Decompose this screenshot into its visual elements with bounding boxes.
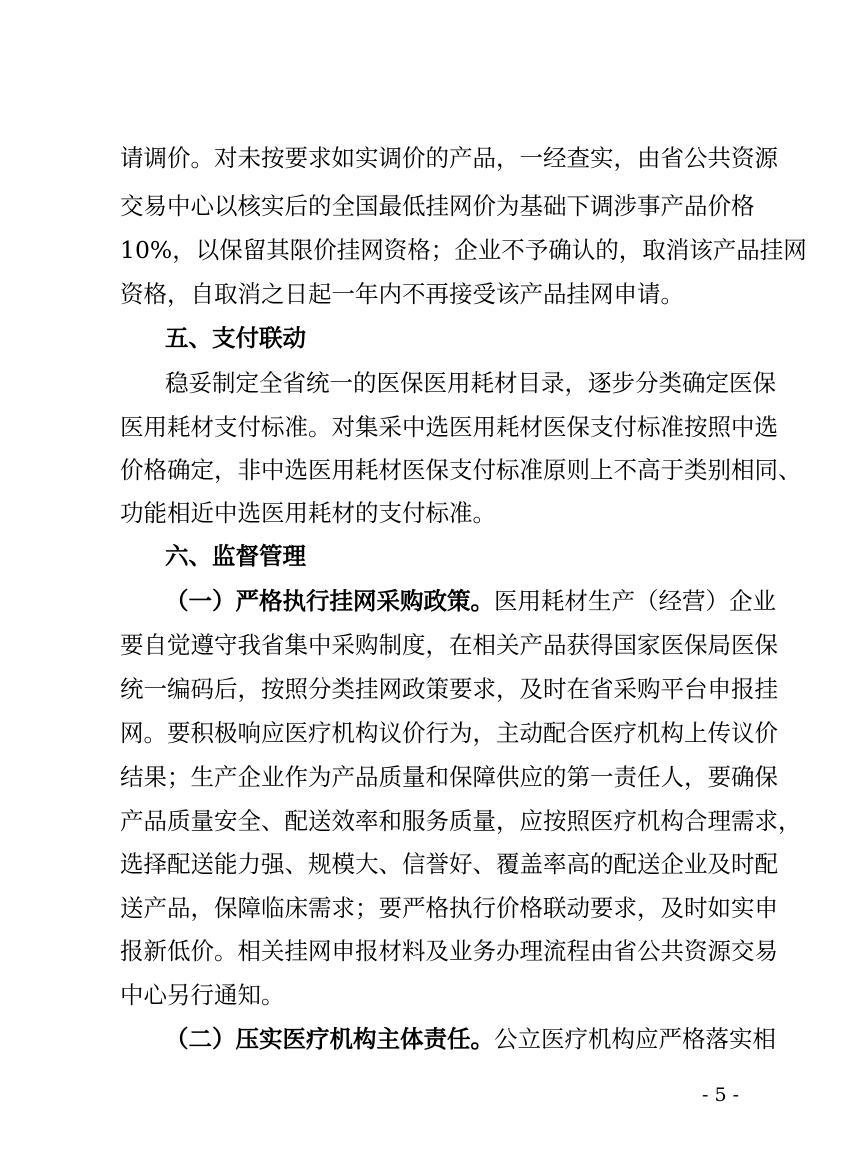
paragraph-line: 网。要积极响应医疗机构议价行为，主动配合医疗机构上传议价 — [120, 719, 778, 747]
paragraph-line: 功能相近中选医用耗材的支付标准。 — [120, 499, 496, 527]
paragraph-line: 稳妥制定全省统一的医保医用耗材目录，逐步分类确定医保 — [165, 369, 776, 397]
bold-lead-item-1: （一）严格执行挂网采购政策。 — [165, 587, 494, 615]
paragraph-line: 医用耗材支付标准。对集采中选医用耗材医保支付标准按照中选 — [120, 413, 778, 441]
section-heading-5: 五、支付联动 — [165, 324, 306, 352]
paragraph-line: 统一编码后，按照分类挂网政策要求，及时在省采购平台申报挂 — [120, 675, 778, 703]
paragraph-line: 资格，自取消之日起一年内不再接受该产品挂网申请。 — [120, 280, 684, 308]
paragraph-line: 要自觉遵守我省集中采购制度，在相关产品获得国家医保局医保 — [120, 631, 778, 659]
paragraph-line — [165, 1024, 776, 1054]
paragraph-line: 价格确定，非中选医用耗材医保支付标准原则上不高于类别相同、 — [120, 456, 802, 484]
section-heading-6: 六、监督管理 — [165, 542, 306, 570]
paragraph-line: 10%，以保留其限价挂网资格；企业不予确认的，取消该产品挂网 — [120, 236, 807, 264]
paragraph-line: 产品质量安全、配送效率和服务质量，应按照医疗机构合理需求， — [120, 807, 802, 835]
paragraph-line: 中心另行通知。 — [120, 981, 285, 1009]
paragraph-line: 结果；生产企业作为产品质量和保障供应的第一责任人，要确保 — [120, 763, 778, 791]
paragraph-line: 选择配送能力强、规模大、信誉好、覆盖率高的配送企业及时配 — [120, 850, 778, 878]
paragraph-line: 送产品，保障临床需求；要严格执行价格联动要求，及时如实申 — [120, 894, 778, 922]
page-number: - 5 - — [702, 1084, 740, 1106]
paragraph-line: 报新低价。相关挂网申报材料及业务办理流程由省公共资源交易 — [120, 937, 778, 965]
paragraph-text: 医用耗材生产（经营）企业 — [494, 587, 776, 615]
paragraph-text: 公立医疗机构应严格落实相 — [494, 1025, 776, 1053]
bold-lead-item-2: （二）压实医疗机构主体责任。 — [165, 1025, 494, 1053]
paragraph-line: 交易中心以核实后的全国最低挂网价为基础下调涉事产品价格 — [120, 192, 755, 220]
paragraph-line — [165, 586, 776, 616]
paragraph-line: 请调价。对未按要求如实调价的产品，一经查实，由省公共资源 — [120, 144, 778, 172]
